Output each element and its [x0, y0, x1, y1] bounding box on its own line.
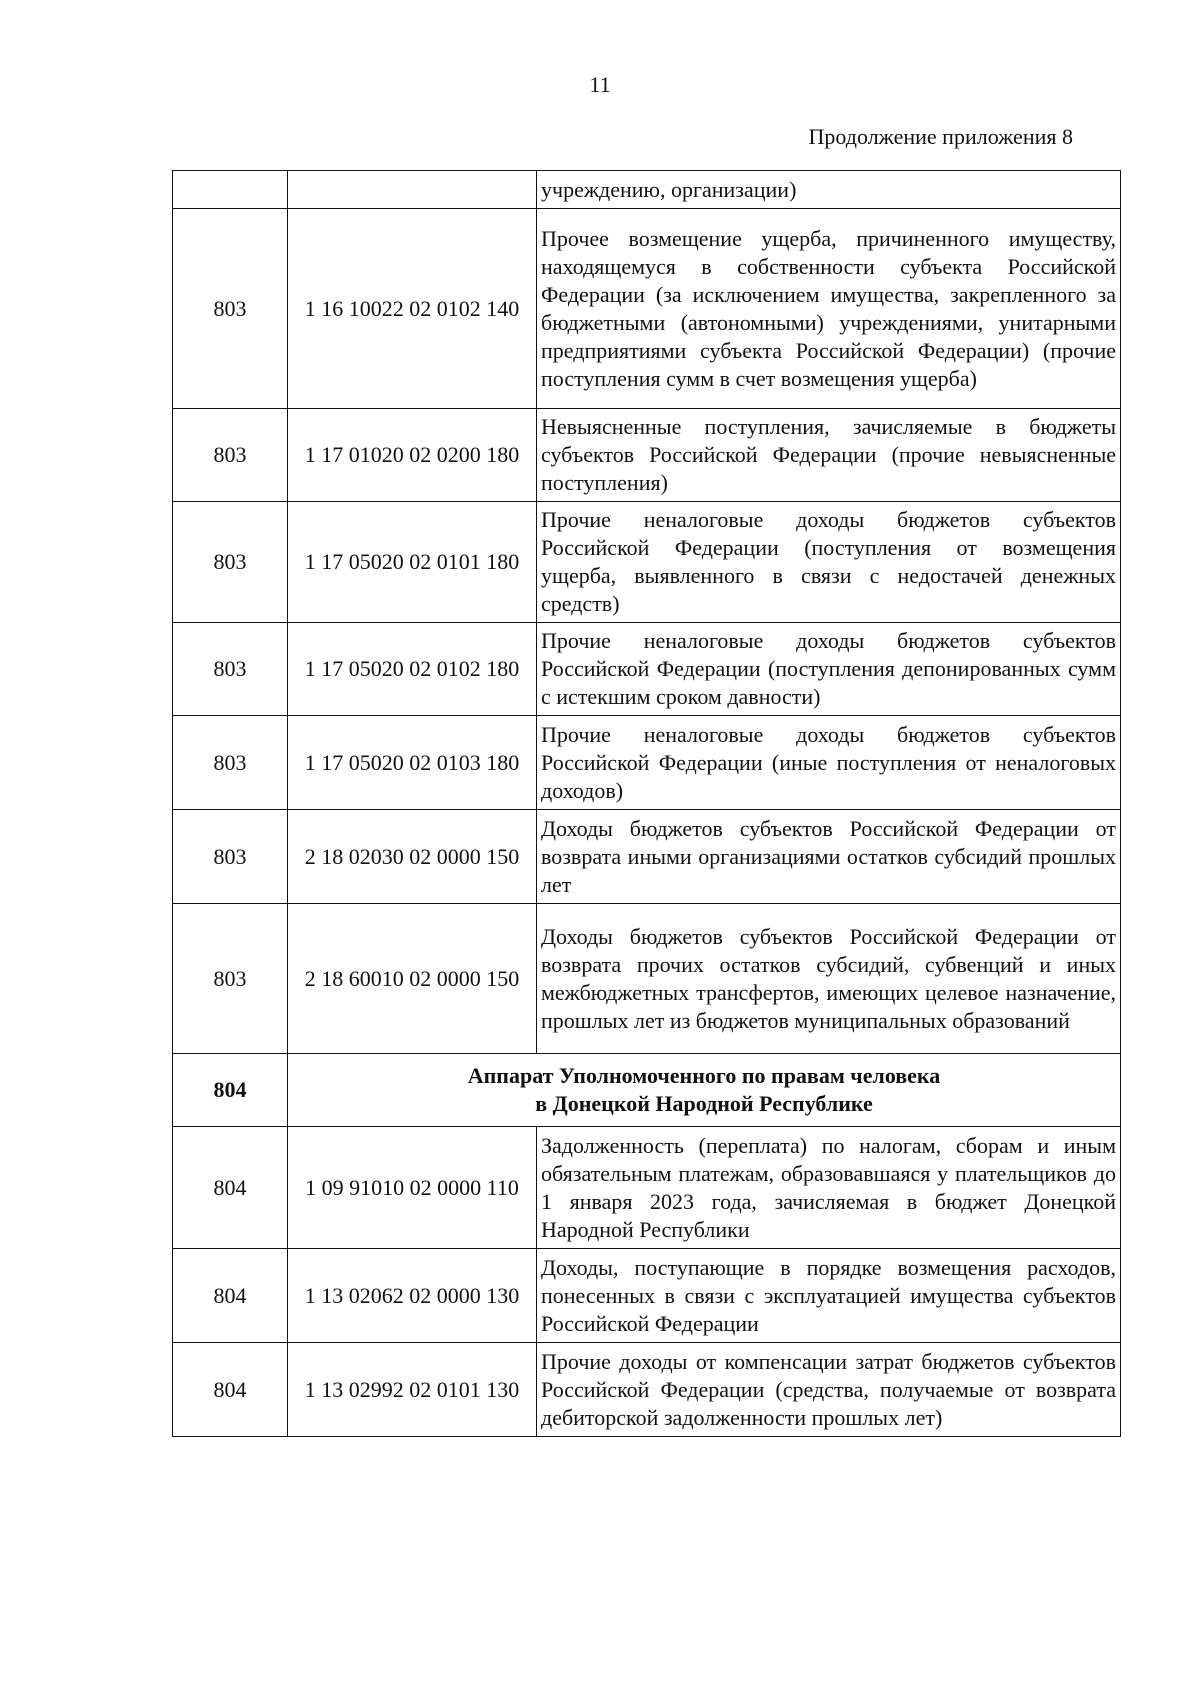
table-row: [173, 904, 1121, 1054]
kbk-code-cell: 1 17 05020 02 0102 180: [288, 623, 537, 716]
revenue-name-cell: Невыясненные поступления, зачисляемые в бюджеты субъектов Российской Федерации (прочие невыясненные поступления): [537, 409, 1121, 502]
kbk-code-cell: 1 13 02062 02 0000 130: [288, 1249, 537, 1343]
table-row: [173, 209, 1121, 409]
table-row: [173, 1343, 1121, 1437]
table-row: [173, 1249, 1121, 1343]
revenue-name-cell: Доходы бюджетов субъектов Российской Федерации от возврата прочих остатков субсидий, субвенций и иных межбюджетных трансфертов, имеющих целевое назначение, прошлых лет из бюджетов муниципальных образований: [537, 904, 1121, 1054]
kbk-code-cell: 2 18 60010 02 0000 150: [288, 904, 537, 1054]
revenue-name-cell: Доходы, поступающие в порядке возмещения расходов, понесенных в связи с эксплуатацией имущества субъектов Российской Федерации: [537, 1249, 1121, 1343]
revenue-name-cell: Прочие неналоговые доходы бюджетов субъектов Российской Федерации (поступления депонированных сумм с истекшим сроком давности): [537, 623, 1121, 716]
table-body: [173, 171, 1121, 1437]
section-header-row: [173, 1054, 1121, 1127]
revenue-codes-table: [172, 170, 1121, 1437]
section-title-cell: Аппарат Уполномоченного по правам человека в Донецкой Народной Республике: [288, 1054, 1121, 1127]
admin-code-cell: 803: [173, 502, 288, 623]
revenue-name-cell: учреждению, организации): [537, 171, 1121, 209]
revenue-name-cell: Прочие неналоговые доходы бюджетов субъектов Российской Федерации (поступления от возмещения ущерба, выявленного в связи с недостачей денежных средств): [537, 502, 1121, 623]
kbk-code-cell: 1 16 10022 02 0102 140: [288, 209, 537, 409]
revenue-name-cell: Прочие доходы от компенсации затрат бюджетов субъектов Российской Федерации (средства, получаемые от возврата дебиторской задолженности прошлых лет): [537, 1343, 1121, 1437]
kbk-code-cell: 1 13 02992 02 0101 130: [288, 1343, 537, 1437]
admin-code-cell: 804: [173, 1127, 288, 1249]
table-row: [173, 623, 1121, 716]
revenue-name-cell: Доходы бюджетов субъектов Российской Федерации от возврата иными организациями остатков субсидий прошлых лет: [537, 810, 1121, 904]
table-row: [173, 171, 1121, 209]
admin-code-cell: 803: [173, 209, 288, 409]
kbk-code-cell: 1 17 05020 02 0101 180: [288, 502, 537, 623]
table-row: [173, 502, 1121, 623]
admin-code-cell: 803: [173, 716, 288, 810]
table-row: [173, 409, 1121, 502]
admin-code-cell: 804: [173, 1249, 288, 1343]
admin-code-cell: 803: [173, 623, 288, 716]
admin-code-cell: 803: [173, 904, 288, 1054]
section-admin-code-cell: 804: [173, 1054, 288, 1127]
revenue-name-cell: Прочее возмещение ущерба, причиненного имуществу, находящемуся в собственности субъекта Российской Федерации (за исключением имущества, закрепленного за бюджетными (автономными) учреждениями, унитарными предприятиями субъекта Российской Федерации) (прочие поступления сумм в счет возмещения ущерба): [537, 209, 1121, 409]
appendix-continuation-heading: Продолжение приложения 8: [808, 124, 1073, 149]
table-row: [173, 1127, 1121, 1249]
kbk-code-cell: 1 17 01020 02 0200 180: [288, 409, 537, 502]
table-row: [173, 716, 1121, 810]
table-row: [173, 810, 1121, 904]
kbk-code-cell: 1 09 91010 02 0000 110: [288, 1127, 537, 1249]
admin-code-cell: 804: [173, 1343, 288, 1437]
admin-code-cell: [173, 171, 288, 209]
page-number: 11: [589, 72, 611, 97]
kbk-code-cell: [288, 171, 537, 209]
admin-code-cell: 803: [173, 409, 288, 502]
kbk-code-cell: 1 17 05020 02 0103 180: [288, 716, 537, 810]
kbk-code-cell: 2 18 02030 02 0000 150: [288, 810, 537, 904]
revenue-name-cell: Задолженность (переплата) по налогам, сборам и иным обязательным платежам, образовавшаяся у плательщиков до 1 января 2023 года, зачисляемая в бюджет Донецкой Народной Республики: [537, 1127, 1121, 1249]
admin-code-cell: 803: [173, 810, 288, 904]
revenue-name-cell: Прочие неналоговые доходы бюджетов субъектов Российской Федерации (иные поступления от неналоговых доходов): [537, 716, 1121, 810]
